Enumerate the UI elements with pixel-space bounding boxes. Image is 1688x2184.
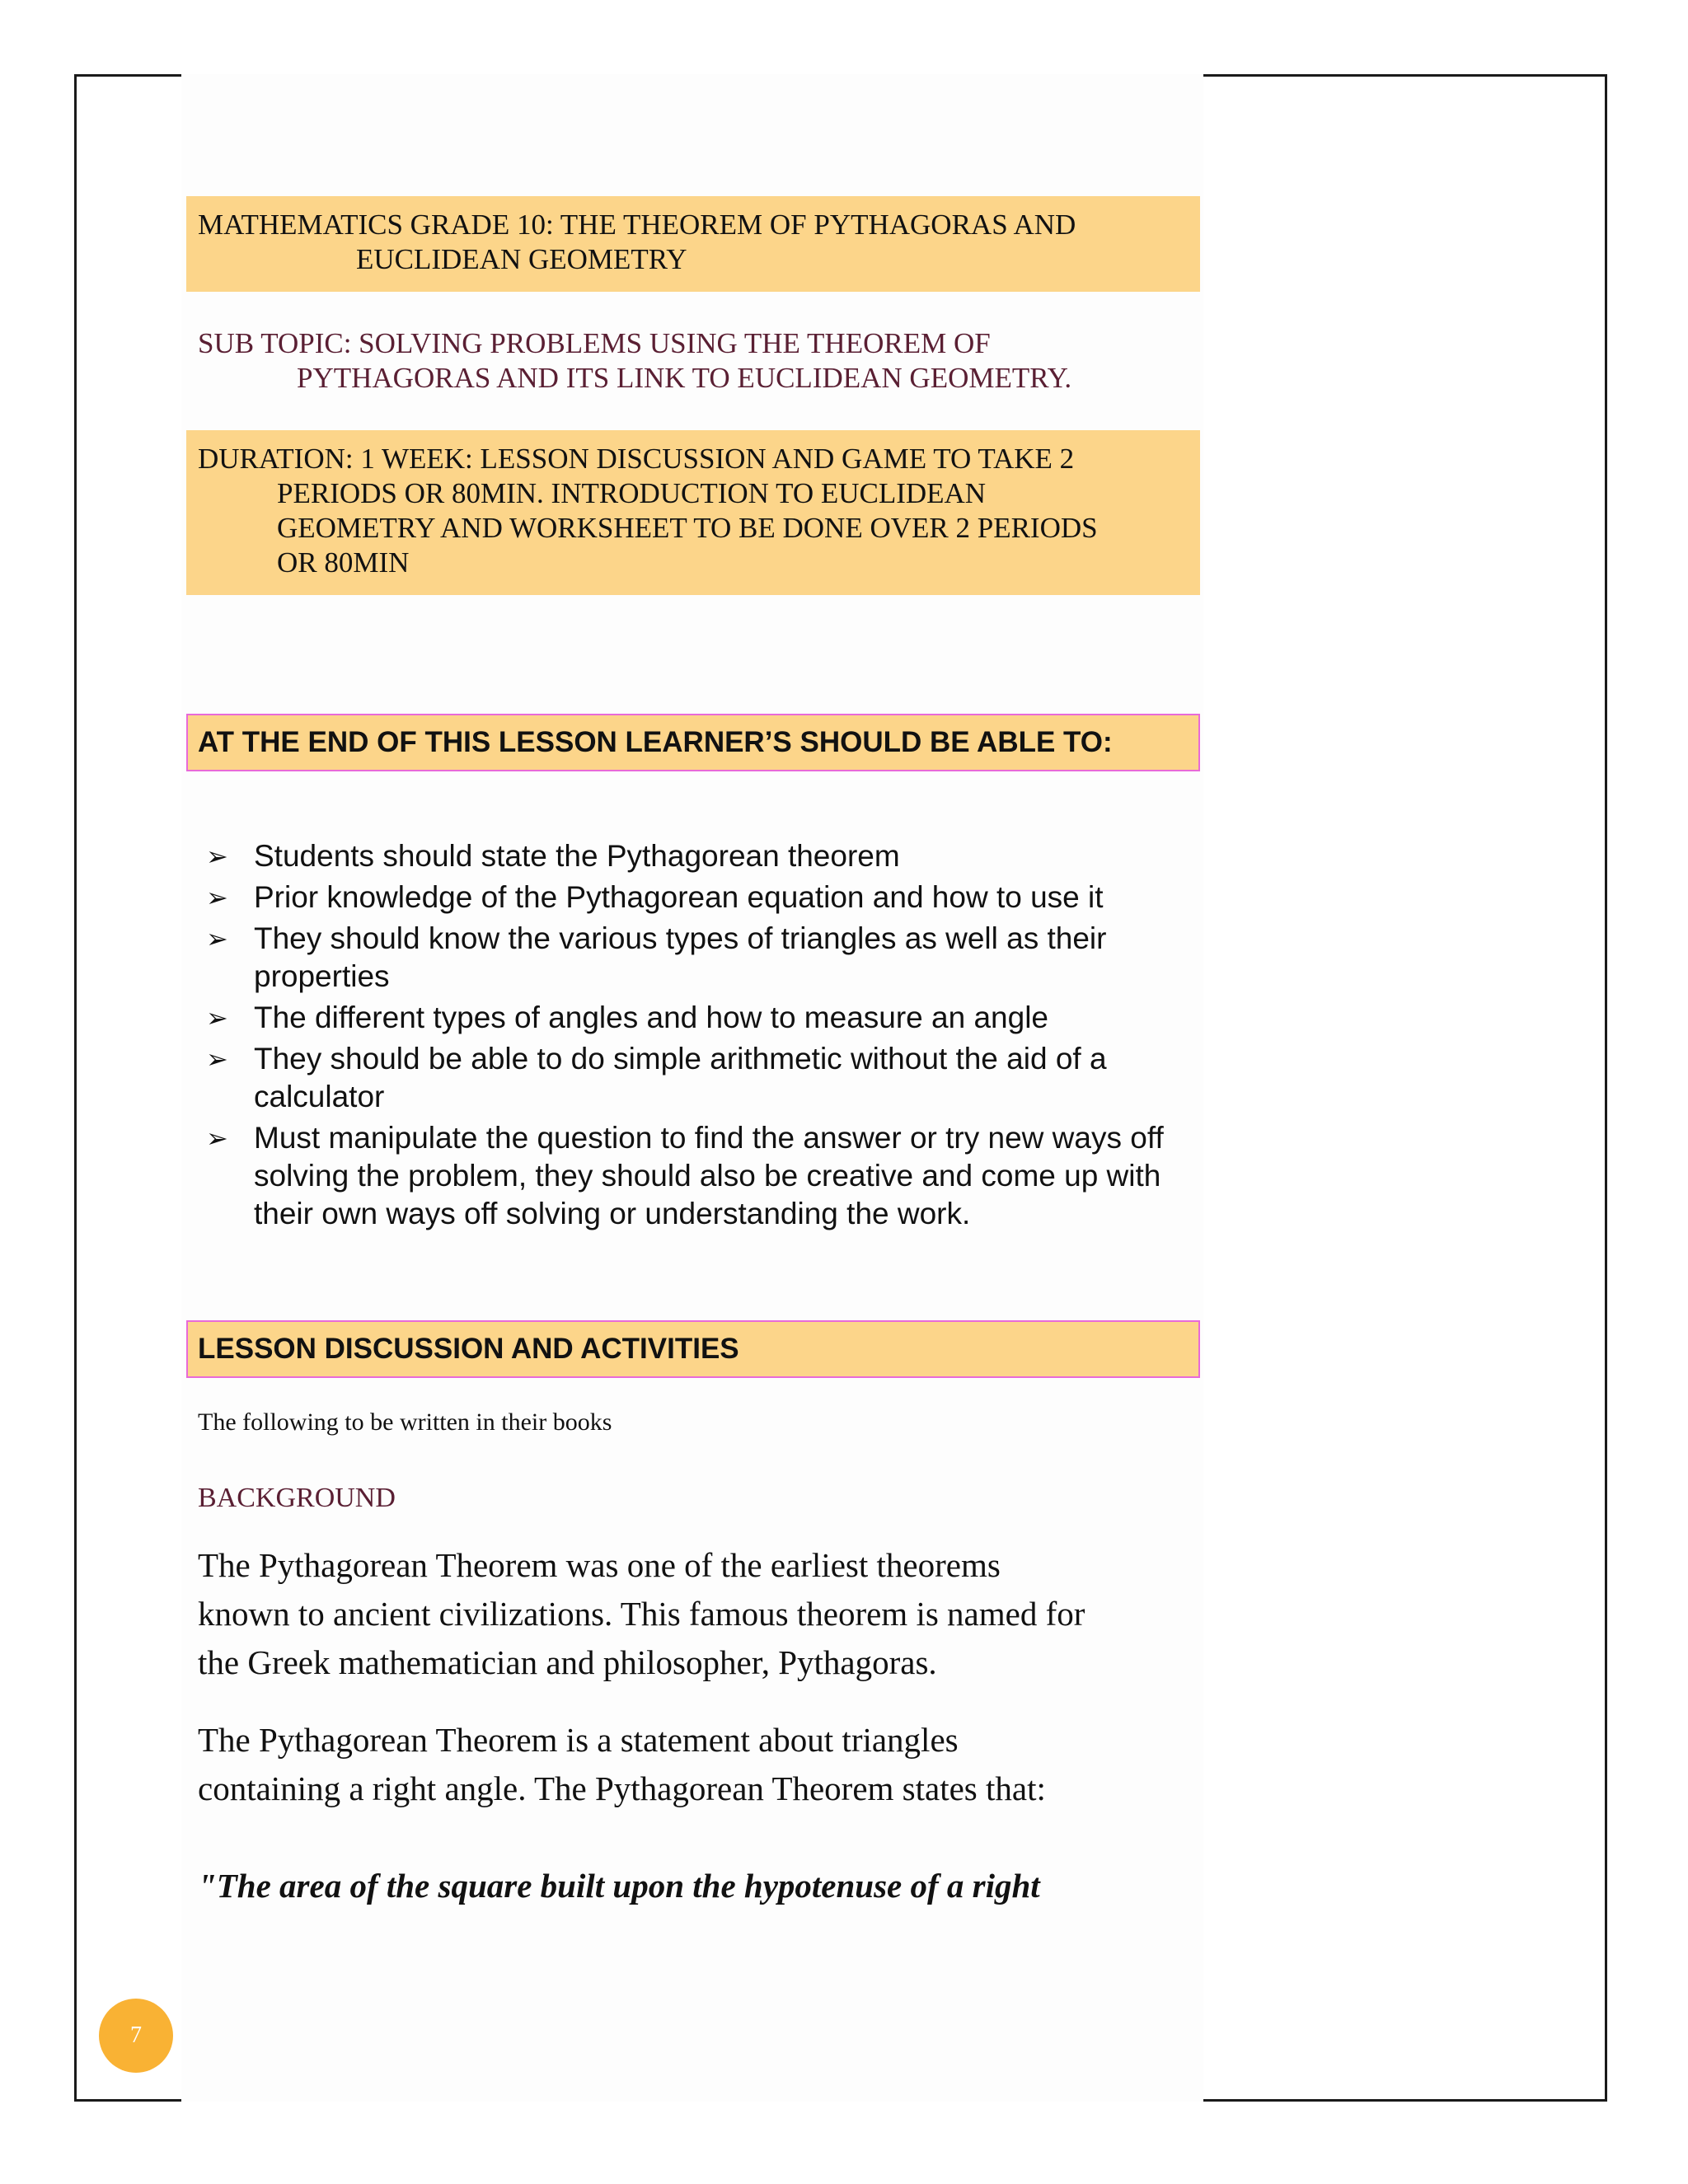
title-line-2: EUCLIDEAN GEOMETRY xyxy=(356,243,687,275)
duration-line-2: PERIODS OR 80MIN. INTRODUCTION TO EUCLIDEAN xyxy=(277,477,987,509)
arrow-bullet-icon: ➢ xyxy=(206,1043,228,1075)
list-item: ➢ Must manipulate the question to find the answer or try new ways off solving the problem, they should also be creative and come up with their own ways off solving or understanding the work. xyxy=(206,1121,1164,1230)
page-number-badge: 7 xyxy=(99,1999,173,2073)
subtopic-line-2: PYTHAGORAS AND ITS LINK TO EUCLIDEAN GEOMETRY. xyxy=(297,362,1072,394)
background-paragraph-2: The Pythagorean Theorem is a statement about triangles containing a right angle. The Pythagorean Theorem states that: xyxy=(198,1721,1046,1807)
arrow-bullet-icon: ➢ xyxy=(206,841,228,872)
objectives-heading: AT THE END OF THIS LESSON LEARNER’S SHOULD BE ABLE TO: xyxy=(198,726,1113,758)
list-item: ➢ Prior knowledge of the Pythagorean equation and how to use it xyxy=(206,879,1195,916)
background-heading: BACKGROUND xyxy=(198,1483,396,1513)
list-item: ➢ They should be able to do simple arithmetic without the aid of a calculator xyxy=(206,1042,1107,1113)
duration-line-3: GEOMETRY AND WORKSHEET TO BE DONE OVER 2 PERIODS xyxy=(277,512,1098,544)
subtopic xyxy=(198,326,1187,396)
title-line-1: MATHEMATICS GRADE 10: THE THEOREM OF PYTHAGORAS AND xyxy=(198,209,1076,241)
duration-text xyxy=(198,442,1187,580)
list-item: ➢ They should know the various types of triangles as well as their properties xyxy=(206,921,1107,993)
arrow-bullet-icon: ➢ xyxy=(206,1002,228,1033)
arrow-bullet-icon: ➢ xyxy=(206,923,228,954)
background-paragraph-1: The Pythagorean Theorem was one of the earliest theorems known to ancient civilizations. This famous theorem is named for the Greek mathematician and philosopher, Pythagoras. xyxy=(198,1546,1085,1681)
lesson-note: The following to be written in their books xyxy=(198,1408,612,1436)
list-item: ➢ Students should state the Pythagorean theorem xyxy=(206,837,1195,875)
list-item: ➢ The different types of angles and how to measure an angle xyxy=(206,999,1195,1037)
duration-line-1: DURATION: 1 WEEK: LESSON DISCUSSION AND GAME TO TAKE 2 xyxy=(198,443,1075,475)
arrow-bullet-icon: ➢ xyxy=(206,882,228,913)
objectives-list xyxy=(206,837,1195,1236)
page-title xyxy=(198,208,1266,277)
duration-line-4: OR 80MIN xyxy=(277,546,410,579)
theorem-quote: "The area of the square built upon the hypotenuse of a right xyxy=(198,1867,1040,1905)
subtopic-line-1: SUB TOPIC: SOLVING PROBLEMS USING THE THEOREM OF xyxy=(198,327,991,359)
lesson-heading: LESSON DISCUSSION AND ACTIVITIES xyxy=(198,1333,739,1365)
arrow-bullet-icon: ➢ xyxy=(206,1122,228,1154)
